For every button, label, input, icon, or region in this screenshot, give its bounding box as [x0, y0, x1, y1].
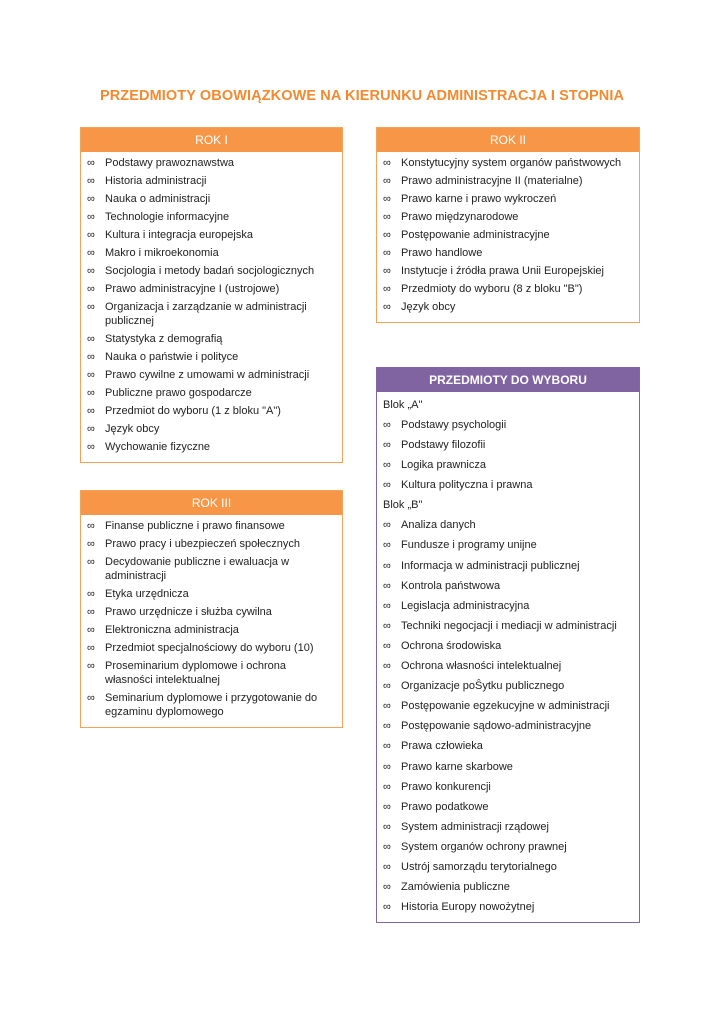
list-item	[87, 368, 336, 382]
infinity-bullet-icon: ∞	[87, 624, 95, 636]
list-item-label: Prawo karne i prawo wykroczeń	[401, 193, 557, 205]
list-item	[383, 579, 633, 593]
infinity-bullet-icon: ∞	[383, 700, 391, 713]
list-item	[87, 623, 336, 637]
list-item	[87, 555, 336, 583]
list-item	[87, 332, 336, 346]
wybor-box	[376, 367, 640, 923]
infinity-bullet-icon: ∞	[87, 369, 95, 381]
rok-2-header: ROK II	[377, 128, 639, 152]
infinity-bullet-icon: ∞	[87, 211, 95, 223]
list-item-label: Język obcy	[105, 423, 160, 435]
list-item	[87, 641, 336, 655]
list-item	[383, 559, 633, 573]
list-item-label: Historia administracji	[105, 175, 207, 187]
list-item-label: Język obcy	[401, 301, 456, 313]
list-item-label: Fundusze i programy unijne	[401, 539, 537, 552]
list-item-label: Informacja w administracji publicznej	[401, 559, 580, 572]
infinity-bullet-icon: ∞	[383, 559, 391, 572]
list-item	[87, 246, 336, 260]
list-item-label: Podstawy psychologii	[401, 419, 507, 431]
list-item-label: Prawo administracyjne II (materialne)	[401, 175, 583, 187]
infinity-bullet-icon: ∞	[87, 157, 95, 169]
infinity-bullet-icon: ∞	[383, 800, 391, 813]
blok-b-list	[383, 518, 633, 914]
infinity-bullet-icon: ∞	[87, 247, 95, 259]
infinity-bullet-icon: ∞	[383, 479, 391, 492]
list-item	[383, 719, 633, 733]
list-item-label: Nauka o państwie i polityce	[105, 351, 239, 363]
infinity-bullet-icon: ∞	[87, 520, 95, 532]
infinity-bullet-icon: ∞	[383, 439, 391, 452]
list-item	[383, 418, 633, 432]
list-item	[87, 605, 336, 619]
infinity-bullet-icon: ∞	[87, 556, 95, 568]
infinity-bullet-icon: ∞	[383, 419, 391, 431]
list-item-label: Technologie informacyjne	[105, 211, 230, 223]
list-item	[87, 228, 336, 242]
list-item-label: Ochrona środowiska	[401, 639, 502, 652]
list-item-label: Kultura polityczna i prawna	[401, 479, 533, 492]
list-item-label: Prawo pracy i ubezpieczeń społecznych	[105, 538, 301, 550]
infinity-bullet-icon: ∞	[383, 639, 391, 652]
list-item-label: Ustrój samorządu terytorialnego	[401, 860, 557, 873]
list-item-label: Publiczne prawo gospodarcze	[105, 387, 252, 399]
infinity-bullet-icon: ∞	[383, 780, 391, 793]
list-item	[87, 691, 336, 719]
list-item	[383, 900, 633, 914]
list-item-label: Instytucje i źródła prawa Unii Europejskiej	[401, 265, 604, 277]
list-item-label: Prawo międzynarodowe	[401, 211, 519, 223]
list-item	[87, 174, 336, 188]
list-item-label: Analiza danych	[401, 519, 476, 532]
infinity-bullet-icon: ∞	[87, 175, 95, 187]
list-item	[383, 780, 633, 794]
infinity-bullet-icon: ∞	[383, 660, 391, 673]
blok-b-label: Blok „B"	[383, 499, 423, 512]
list-item	[87, 404, 336, 418]
list-item-label: Podstawy prawoznawstwa	[105, 157, 235, 169]
list-item	[87, 537, 336, 551]
rok-3-box	[80, 490, 343, 728]
list-item-label: Makro i mikroekonomia	[105, 247, 219, 259]
list-item	[87, 440, 336, 454]
infinity-bullet-icon: ∞	[383, 760, 391, 773]
list-item-label: Elektroniczna administracja	[105, 624, 239, 636]
list-item-label: Prawo handlowe	[401, 247, 483, 259]
list-item	[87, 156, 336, 170]
list-item-label: Legislacja administracyjna	[401, 599, 530, 612]
infinity-bullet-icon: ∞	[383, 193, 391, 205]
infinity-bullet-icon: ∞	[87, 660, 95, 672]
infinity-bullet-icon: ∞	[87, 265, 95, 277]
infinity-bullet-icon: ∞	[87, 387, 95, 399]
infinity-bullet-icon: ∞	[383, 283, 391, 295]
infinity-bullet-icon: ∞	[87, 351, 95, 363]
infinity-bullet-icon: ∞	[383, 720, 391, 733]
list-item-label: Przedmioty do wyboru (8 z bloku "B")	[401, 283, 583, 295]
infinity-bullet-icon: ∞	[383, 881, 391, 894]
list-item	[383, 538, 633, 552]
list-item-label: Postępowanie sądowo-administracyjne	[401, 720, 592, 733]
page-title: PRZEDMIOTY OBOWIĄZKOWE NA KIERUNKU ADMINISTRACJA I STOPNIA	[99, 88, 625, 104]
infinity-bullet-icon: ∞	[87, 538, 95, 550]
list-item-label: Postępowanie egzekucyjne w administracji	[401, 700, 610, 713]
list-item	[383, 210, 633, 224]
rok-3-list	[81, 515, 342, 727]
list-item-label: Organizacje poŜytku publicznego	[401, 680, 565, 693]
list-item-label: Prawo cywilne z umowami w administracji	[105, 369, 310, 381]
list-item	[383, 246, 633, 260]
rok-2-list	[377, 152, 639, 322]
infinity-bullet-icon: ∞	[87, 642, 95, 654]
list-item	[383, 300, 633, 314]
list-item-label: Prawo karne skarbowe	[401, 760, 513, 773]
list-item-label: Socjologia i metody badań socjologicznych	[105, 265, 315, 277]
list-item	[87, 386, 336, 400]
infinity-bullet-icon: ∞	[87, 606, 95, 618]
infinity-bullet-icon: ∞	[383, 229, 391, 241]
list-item	[87, 192, 336, 206]
rok-1-box	[80, 127, 343, 463]
infinity-bullet-icon: ∞	[383, 175, 391, 187]
list-item-label: Statystyka z demografią	[105, 333, 223, 345]
list-item-label: Seminarium dyplomowe i przygotowanie do egzaminu dyplomowego	[105, 692, 318, 718]
list-item	[383, 264, 633, 278]
list-item	[383, 860, 633, 874]
rok-1-header: ROK I	[81, 128, 342, 152]
infinity-bullet-icon: ∞	[87, 283, 95, 295]
list-item-label: Prawo podatkowe	[401, 800, 489, 813]
list-item	[383, 840, 633, 854]
rok-2-box	[376, 127, 640, 323]
list-item	[383, 699, 633, 713]
list-item	[87, 264, 336, 278]
infinity-bullet-icon: ∞	[383, 901, 391, 914]
infinity-bullet-icon: ∞	[87, 405, 95, 417]
rok-3-header: ROK III	[81, 491, 342, 515]
list-item	[383, 619, 633, 633]
list-item	[383, 156, 633, 170]
list-item-label: Prawo urzędnicze i służba cywilna	[105, 606, 272, 618]
blok-a-list	[383, 418, 633, 492]
infinity-bullet-icon: ∞	[383, 820, 391, 833]
list-item-label: Logika prawnicza	[401, 459, 486, 472]
list-item-label: Techniki negocjacji i mediacji w administracji	[401, 619, 617, 632]
list-item	[383, 438, 633, 452]
list-item-label: Przedmiot do wyboru (1 z bloku "A")	[105, 405, 281, 417]
list-item-label: Kontrola państwowa	[401, 579, 501, 592]
list-item	[87, 587, 336, 601]
infinity-bullet-icon: ∞	[87, 441, 95, 453]
infinity-bullet-icon: ∞	[383, 539, 391, 552]
infinity-bullet-icon: ∞	[383, 301, 391, 313]
list-item	[383, 800, 633, 814]
list-item	[383, 880, 633, 894]
list-item	[383, 639, 633, 653]
list-item-label: System organów ochrony prawnej	[401, 840, 567, 853]
list-item-label: Prawo konkurencji	[401, 780, 491, 793]
infinity-bullet-icon: ∞	[383, 211, 391, 223]
list-item	[87, 350, 336, 364]
infinity-bullet-icon: ∞	[383, 265, 391, 277]
infinity-bullet-icon: ∞	[87, 229, 95, 241]
list-item	[383, 518, 633, 532]
list-item-label: Finanse publiczne i prawo finansowe	[105, 520, 285, 532]
infinity-bullet-icon: ∞	[87, 333, 95, 345]
list-item-label: Historia Europy nowożytnej	[401, 901, 535, 914]
list-item	[87, 282, 336, 296]
list-item-label: Konstytucyjny system organów państwowych	[401, 157, 622, 169]
list-item	[383, 820, 633, 834]
wybor-header: PRZEDMIOTY DO WYBORU	[377, 368, 639, 392]
infinity-bullet-icon: ∞	[383, 599, 391, 612]
infinity-bullet-icon: ∞	[383, 579, 391, 592]
list-item	[383, 282, 633, 296]
infinity-bullet-icon: ∞	[383, 740, 391, 753]
infinity-bullet-icon: ∞	[383, 459, 391, 472]
list-item	[87, 300, 336, 328]
list-item	[87, 519, 336, 533]
list-item-label: Postępowanie administracyjne	[401, 229, 550, 241]
list-item	[87, 210, 336, 224]
infinity-bullet-icon: ∞	[383, 157, 391, 169]
list-item-label: Proseminarium dyplomowe i ochrona własności intelektualnej	[105, 660, 286, 686]
list-item	[383, 228, 633, 242]
list-item	[383, 174, 633, 188]
infinity-bullet-icon: ∞	[383, 680, 391, 693]
list-item-label: Kultura i integracja europejska	[105, 229, 253, 241]
list-item-label: Ochrona własności intelektualnej	[401, 660, 562, 673]
infinity-bullet-icon: ∞	[87, 588, 95, 600]
list-item-label: Etyka urzędnicza	[105, 588, 189, 600]
rok-1-list	[81, 152, 342, 462]
infinity-bullet-icon: ∞	[383, 247, 391, 259]
list-item	[87, 659, 336, 687]
list-item-label: Organizacja i zarządzanie w administracji publicznej	[105, 301, 307, 327]
list-item	[383, 659, 633, 673]
infinity-bullet-icon: ∞	[383, 860, 391, 873]
infinity-bullet-icon: ∞	[87, 301, 95, 313]
list-item	[383, 478, 633, 492]
infinity-bullet-icon: ∞	[87, 692, 95, 704]
infinity-bullet-icon: ∞	[383, 519, 391, 532]
infinity-bullet-icon: ∞	[383, 840, 391, 853]
infinity-bullet-icon: ∞	[383, 619, 391, 632]
list-item-label: Wychowanie fizyczne	[105, 441, 211, 453]
list-item-label: Podstawy filozofii	[401, 439, 486, 452]
list-item-label: Decydowanie publiczne i ewaluacja w administracji	[105, 556, 290, 582]
list-item-label: Prawa człowieka	[401, 740, 483, 753]
infinity-bullet-icon: ∞	[87, 423, 95, 435]
list-item	[383, 458, 633, 472]
list-item	[383, 192, 633, 206]
list-item	[87, 422, 336, 436]
list-item-label: System administracji rządowej	[401, 820, 549, 833]
blok-a-label: Blok „A"	[383, 399, 423, 411]
list-item	[383, 739, 633, 753]
infinity-bullet-icon: ∞	[87, 193, 95, 205]
list-item	[383, 599, 633, 613]
list-item-label: Nauka o administracji	[105, 193, 211, 205]
list-item	[383, 679, 633, 693]
list-item-label: Przedmiot specjalnościowy do wyboru (10)	[105, 642, 314, 654]
list-item-label: Prawo administracyjne I (ustrojowe)	[105, 283, 280, 295]
list-item-label: Zamówienia publiczne	[401, 881, 510, 894]
list-item	[383, 760, 633, 774]
